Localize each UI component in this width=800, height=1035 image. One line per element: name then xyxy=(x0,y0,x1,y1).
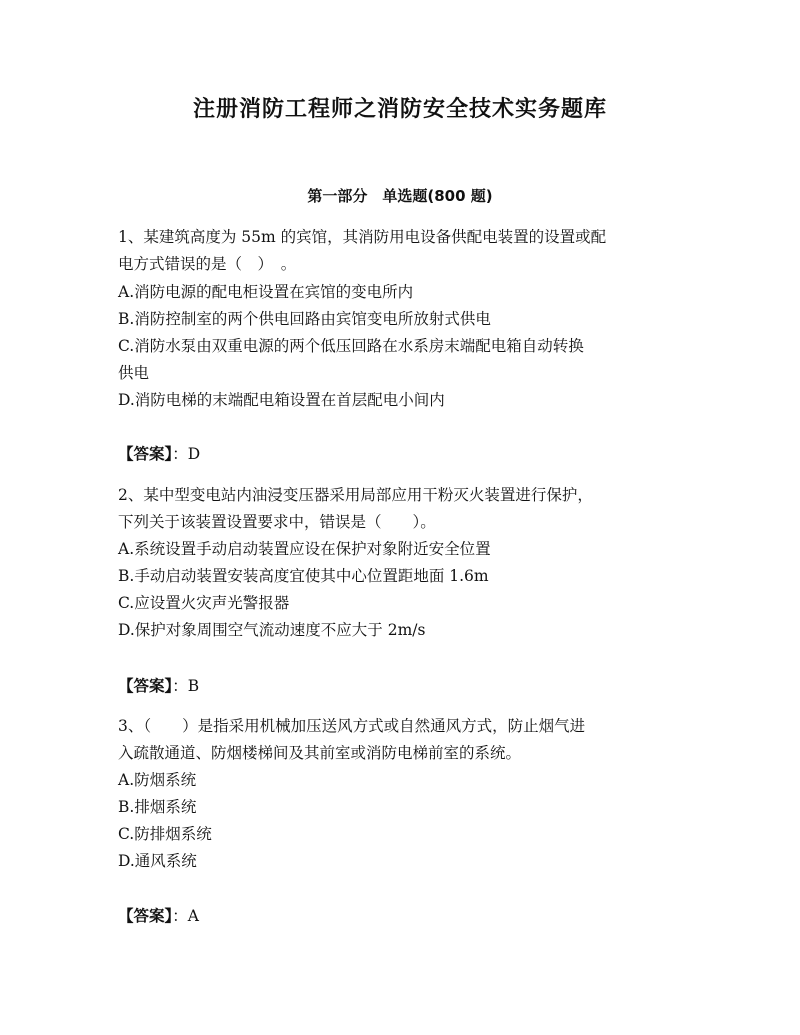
q3-option-c: C.防排烟系统 xyxy=(118,825,212,843)
q2-option-d: D.保护对象周围空气流动速度不应大于 2m/s xyxy=(118,621,426,639)
q3-answer-value: ：A xyxy=(172,907,199,925)
q1-option-b: B.消防控制室的两个供电回路由宾馆变电所放射式供电 xyxy=(118,310,491,328)
q1-stem-line2: 电方式错误的是（ ） 。 xyxy=(118,255,297,273)
q1-answer xyxy=(118,444,200,464)
q2-stem-line2: 下列关于该装置设置要求中，错误是（ ）。 xyxy=(118,513,436,531)
q2-answer-value: ：B xyxy=(172,677,200,695)
q1-option-d: D.消防电梯的末端配电箱设置在首层配电小间内 xyxy=(118,391,445,409)
document-title: 注册消防工程师之消防安全技术实务题库 xyxy=(192,97,607,122)
q3-stem-line1: 3、（ ）是指采用机械加压送风方式或自然通风方式，防止烟气进 xyxy=(118,717,586,735)
q1-stem-line1: 1、某建筑高度为 55m 的宾馆，其消防用电设备供配电装置的设置或配 xyxy=(118,228,607,246)
section-heading: 第一部分 单选题(800 题) xyxy=(307,187,493,205)
q3-option-b: B.排烟系统 xyxy=(118,798,197,816)
q2-option-c: C.应设置火灾声光警报器 xyxy=(118,594,290,612)
q1-answer-value: ：D xyxy=(172,445,201,463)
q3-answer xyxy=(118,906,199,926)
q2-stem-line1: 2、某中型变电站内油浸变压器采用局部应用干粉灭火装置进行保护， xyxy=(118,486,593,504)
q1-option-c-line2: 供电 xyxy=(118,364,150,382)
q3-stem-line2: 入疏散通道、防烟楼梯间及其前室或消防电梯前室的系统。 xyxy=(118,744,522,762)
q3-option-a: A.防烟系统 xyxy=(118,771,197,789)
q2-answer-label: 【答案】 xyxy=(118,677,173,695)
q1-answer-label: 【答案】 xyxy=(118,445,173,463)
q3-option-d: D.通风系统 xyxy=(118,852,197,870)
q3-answer-label: 【答案】 xyxy=(118,907,173,925)
q1-option-a: A.消防电源的配电柜设置在宾馆的变电所内 xyxy=(118,283,414,301)
q2-answer xyxy=(118,676,199,696)
q1-option-c-line1: C.消防水泵由双重电源的两个低压回路在水系房末端配电箱自动转换 xyxy=(118,337,584,355)
q2-option-a: A.系统设置手动启动装置应设在保护对象附近安全位置 xyxy=(118,540,491,558)
q2-option-b: B.手动启动装置安装高度宜使其中心位置距地面 1.6m xyxy=(118,567,489,585)
